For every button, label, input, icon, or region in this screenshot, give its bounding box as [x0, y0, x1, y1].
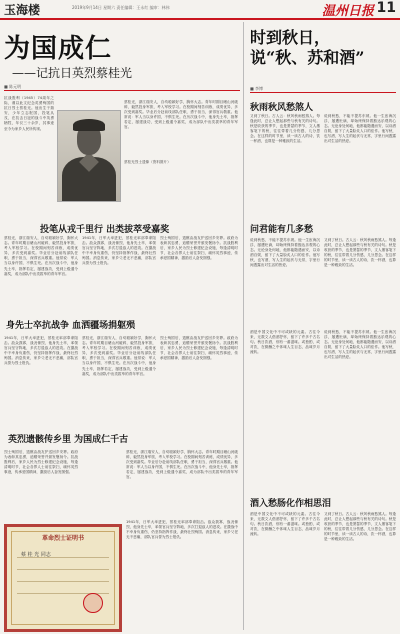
right-section-heading-1: 秋雨秋风愁煞人	[250, 103, 314, 113]
right-headline-rule	[250, 92, 396, 93]
certificate-line	[17, 581, 109, 582]
article-subheadline: ——记抗日英烈蔡桂光	[12, 66, 133, 80]
section-2-text-col3: 烈士殉国后，遗骸由战友护送回乡安葬。政府为表彰其忠勇，追赠荣誉并颁发褒扬令。抗战胜利后，家乡人民为烈士修建纪念设施，每逢清明时节，社会各界人士前往祭扫，缅怀英烈事迹，传承爱国精神，激励后人奋发图强。	[160, 336, 238, 361]
article-intro: 抗战胜利（1945）74周年之际，谨以此文纪念英勇殉国的抗日烈士蔡桂光。他出生于瑞安，少年立志报国，投笔从戎，在抗击日寇的战斗中英勇牺牲，年仅三十余岁，其事迹至今为家乡人民所传颂。	[4, 96, 54, 131]
section-name: 玉海楼	[4, 3, 41, 17]
certificate-title: 革命烈士证明书	[41, 535, 84, 542]
right-section-heading-3: 酒入愁肠化作相思泪	[250, 499, 332, 509]
certificate-name: 蔡 桂 光 同志	[21, 552, 51, 558]
section-1-text-col3: 烈士殉国后，遗骸由战友护送回乡安葬。政府为表彰其忠勇，追赠荣誉并颁发褒扬令。抗战胜利后，家乡人民为烈士修建纪念设施，每逢清明时节，社会各界人士前往祭扫，缅怀英烈事迹，传承爱国精神，激励后人奋发图强。	[160, 236, 238, 261]
section-2-text: 1941年，日军大举进犯，蔡桂光率部奉命阻击。敌众我寡，战况惨烈，他身先士卒，率领官兵坚守阵地，多次打退敌人的进攻。在激战中不幸身负重伤，仍坚持指挥作战，最终壮烈殉国。消息传来，家乡父老无不悲痛，部队官兵誓为烈士报仇。	[4, 336, 78, 366]
right-section-3-text-col2: 又到了秋日。古人云：秋风秋雨愁煞人。每逢此时，总让人想起那些与秋有关的诗句。秋是收获的季节，也是萧瑟的季节，文人墨客笔下的秋，往往带着几分伤感，几分思念。在这样的时节里，读一读古人的诗，饮一杯酒，也算是一种雅致的生活。	[324, 512, 396, 542]
right-headline	[250, 28, 396, 68]
section-1-text-col2: 1941年，日军大举进犯，蔡桂光率部奉命阻击。敌众我寡，战况惨烈，他身先士卒，率领官兵坚守阵地，多次打退敌人的进攻。在激战中不幸身负重伤，仍坚持指挥作战，最终壮烈殉国。消息传来，家乡父老无不悲痛，部队官兵誓为烈士报仇。	[82, 236, 156, 266]
right-byline: ■ 李博	[250, 86, 264, 91]
section-heading-3: 英烈遗骸传乡里 为国成仁千古	[8, 435, 129, 445]
right-headline-line1: 时到秋日，	[250, 28, 331, 47]
certificate-seal	[83, 593, 103, 613]
article-headline: 为国成仁	[4, 34, 113, 64]
portrait-caption: 蔡桂光烈士遗像（资料图片）	[124, 160, 171, 164]
right-section-2-text-col2: 又到了秋日。古人云：秋风秋雨愁煞人。每逢此时，总让人想起那些与秋有关的诗句。秋是收获的季节，也是萧瑟的季节，文人墨客笔下的秋，往往带着几分伤感，几分思念。在这样的时节里，读一读古人的诗，饮一杯酒，也算是一种雅致的生活。	[324, 238, 396, 268]
page-number: 11	[376, 0, 396, 16]
section-2-text-col2: 蔡桂光，浙江瑞安人，自幼聪颖好学，胸怀大志。青年时期目睹山河破碎，毅然投身军旅，考入军校学习。在校期间刻苦训练，成绩优异，多次受到嘉奖。毕业后分赴前线部队任职，勇于担当，深得官兵敬重。他常说：军人当以身许国，不惧生死。在历次战斗中，他身先士卒，指挥若定，屡建战功，受到上级通令嘉奖，成为部队中出类拔萃的青年军官。	[82, 336, 156, 376]
right-section-1-text-col2: 说到秋愁，不能不提苏东坡。他一生宦海沉浮，屡遭贬谪，却始终保持着豁达乐观的心态。无论身处何地，他都能随遇而安，以诗酒自娱，留下了大量脍炙人口的佳作。他写秋，也写酒，写人生的起伏与无常，字里行间透露出对生活的热爱。	[324, 114, 396, 144]
page-header	[0, 0, 400, 20]
cap-shape	[73, 119, 105, 131]
section-3-text: 烈士殉国后，遗骸由战友护送回乡安葬。政府为表彰其忠勇，追赠荣誉并颁发褒扬令。抗战胜利后，家乡人民为烈士修建纪念设施，每逢清明时节，社会各界人士前往祭扫，缅怀英烈事迹，传承爱国精神，激励后人奋发图强。	[4, 450, 78, 475]
article-byline: ■ 陈元明	[4, 84, 22, 89]
portrait-photo	[57, 110, 121, 202]
section-3-text-col3: 1941年，日军大举进犯，蔡桂光率部奉命阻击。敌众我寡，战况惨烈，他身先士卒，率领官兵坚守阵地，多次打退敌人的进攻。在激战中不幸身负重伤，仍坚持指挥作战，最终壮烈殉国。消息传来，家乡父老无不悲痛，部队官兵誓为烈士报仇。	[126, 520, 238, 540]
right-section-2-text: 说到秋愁，不能不提苏东坡。他一生宦海沉浮，屡遭贬谪，却始终保持着豁达乐观的心态。无论身处何地，他都能随遇而安，以诗酒自娱，留下了大量脍炙人口的佳作。他写秋，也写酒，写人生的起伏与无常，字里行间透露出对生活的热爱。	[250, 238, 320, 268]
right-headline-line2: 说“秋、苏和酒”	[250, 48, 365, 67]
section-3-text-col2: 蔡桂光，浙江瑞安人，自幼聪颖好学，胸怀大志。青年时期目睹山河破碎，毅然投身军旅，考入军校学习。在校期间刻苦训练，成绩优异，多次受到嘉奖。毕业后分赴前线部队任职，勇于担当，深得官兵敬重。他常说：军人当以身许国，不惧生死。在历次战斗中，他身先士卒，指挥若定，屡建战功，受到上级通令嘉奖，成为部队中出类拔萃的青年军官。	[126, 450, 238, 480]
certificate-line	[17, 569, 109, 570]
issue-meta: 2019年9月14日 星期六 责任编辑：王永红 编审：林伟	[72, 5, 170, 10]
right-section-1-text: 又到了秋日。古人云：秋风秋雨愁煞人。每逢此时，总让人想起那些与秋有关的诗句。秋是收获的季节，也是萧瑟的季节，文人墨客笔下的秋，往往带着几分伤感，几分思念。在这样的时节里，读一读古人的诗，饮一杯酒，也算是一种雅致的生活。	[250, 114, 320, 144]
column-divider	[243, 22, 244, 630]
headline-rule	[4, 90, 240, 91]
section-heading-2: 身先士卒抗战争 血洒疆场捐躯殒	[6, 321, 136, 331]
certificate-border	[11, 531, 115, 625]
right-section-2-text-col3: 酒是中国文化中不可或缺的元素。古往今来，无数文人借酒抒怀，留下了许多千古名句。秋日饮酒，别有一番滋味。或独酌，或对饮，在微醺之中体味人生百态，品味岁月流转。	[250, 330, 320, 355]
section-heading-1: 投笔从戎千里行 出类拔萃受嘉奖	[40, 225, 170, 235]
masthead-logo: 温州日报	[321, 4, 374, 19]
right-section-2-text-col4: 说到秋愁，不能不提苏东坡。他一生宦海沉浮，屡遭贬谪，却始终保持着豁达乐观的心态。无论身处何地，他都能随遇而安，以诗酒自娱，留下了大量脍炙人口的佳作。他写秋，也写酒，写人生的起伏与无常，字里行间透露出对生活的热爱。	[324, 330, 396, 360]
right-section-heading-2: 问君能有几多愁	[250, 225, 314, 235]
right-section-3-text: 酒是中国文化中不可或缺的元素。古往今来，无数文人借酒抒怀，留下了许多千古名句。秋日饮酒，别有一番滋味。或独酌，或对饮，在微醺之中体味人生百态，品味岁月流转。	[250, 512, 320, 537]
section-1-text: 蔡桂光，浙江瑞安人，自幼聪颖好学，胸怀大志。青年时期目睹山河破碎，毅然投身军旅，考入军校学习。在校期间刻苦训练，成绩优异，多次受到嘉奖。毕业后分赴前线部队任职，勇于担当，深得官兵敬重。他常说：军人当以身许国，不惧生死。在历次战斗中，他身先士卒，指挥若定，屡建战功，受到上级通令嘉奖，成为部队中出类拔萃的青年军官。	[4, 236, 78, 276]
article-intro-right: 蔡桂光，浙江瑞安人，自幼聪颖好学，胸怀大志。青年时期目睹山河破碎，毅然投身军旅，考入军校学习。在校期间刻苦训练，成绩优异，多次受到嘉奖。毕业后分赴前线部队任职，勇于担当，深得官兵敬重。他常说：军人当以身许国，不惧生死。在历次战斗中，他身先士卒，指挥若定，屡建战功，受到上级通令嘉奖，成为部队中出类拔萃的青年军官。	[124, 100, 238, 130]
certificate-image	[4, 524, 122, 632]
